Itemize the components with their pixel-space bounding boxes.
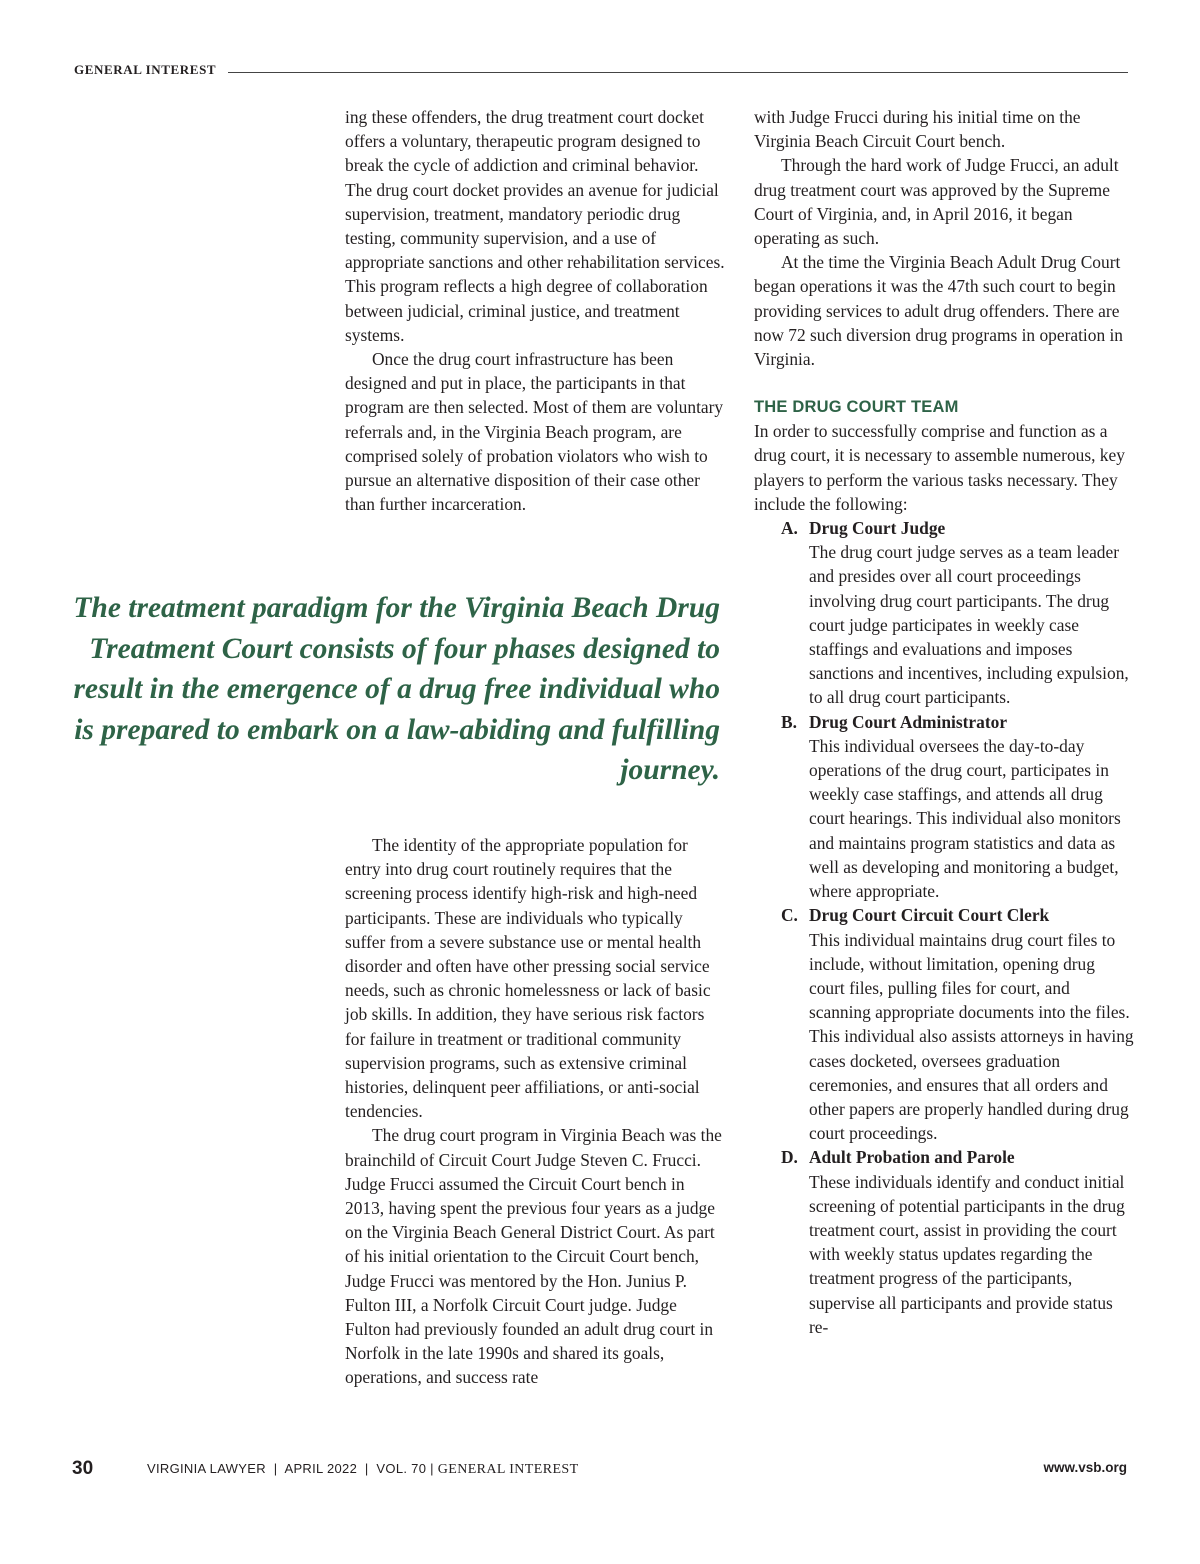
paragraph: with Judge Frucci during his initial time on the Virginia Beach Circuit Court bench. [754, 107, 1081, 152]
section-label: GENERAL INTEREST [74, 62, 217, 77]
left-column-top [345, 105, 725, 516]
list-letter: C. [781, 905, 798, 926]
list-term: Adult Probation and Parole [809, 1147, 1015, 1168]
page-number: 30 [72, 1458, 94, 1479]
publication-name: VIRGINIA LAWYER | APRIL 2022 | VOL. 70 | [147, 1461, 438, 1476]
left-column-bottom [345, 833, 725, 1390]
page-header [74, 61, 1128, 81]
list-letter: A. [781, 518, 798, 539]
list-text: This individual maintains drug court files to include, without limitation, opening drug court files, pulling files for court, and scanning appropriate documents into the files. This individual also assists attorneys in having cases docketed, oversees graduation ceremonies, and ensures that all orders and other papers are properly handled during drug court proceedings. [809, 929, 1134, 1144]
page-footer [0, 1458, 1200, 1488]
website-link[interactable]: www.vsb.org [1043, 1460, 1127, 1475]
right-column [754, 105, 1134, 1339]
list-letter: B. [781, 711, 797, 732]
list-item [754, 903, 1134, 1145]
paragraph: The drug court program in Virginia Beach was the brainchild of Circuit Court Judge Steven C. Frucci. Judge Frucci assumed the Circuit Court bench in 2013, having spent the previous four years as a judge on the Virginia Beach General District Court. As part of his initial orientation to the Circuit Court bench, Judge Frucci was mentored by the Hon. Junius P. Fulton III, a Norfolk Circuit Court judge. Judge Fulton had previously founded an adult drug court in Norfolk in the late 1990s and shared its goals, operations, and success rate [345, 1125, 722, 1388]
list-term: Drug Court Circuit Court Clerk [809, 905, 1050, 926]
list-item [754, 710, 1134, 904]
paragraph: Once the drug court infrastructure has been designed and put in place, the participants in that program are then selected. Most of them are voluntary referrals and, in the Virginia Beach program, are comprised solely of probation violators who wish to pursue an alternative disposition of their case other than further incarceration. [345, 349, 724, 515]
list-text: The drug court judge serves as a team leader and presides over all court proceedings involving drug court participants. The drug court judge participates in weekly case staffings and evaluations and imposes sanctions and incentives, including expulsion, to all drug court participants. [809, 542, 1129, 708]
list-letter: D. [781, 1147, 798, 1168]
section-heading: THE DRUG COURT TEAM [754, 398, 959, 417]
pull-quote: The treatment paradigm for the Virginia Beach Drug Treatment Court consists of four phases designed to result in the emergence of a drug free individual who is prepared to embark on a law-abiding and fulfilling journey. [73, 592, 720, 786]
paragraph: ing these offenders, the drug treatment court docket offers a voluntary, therapeutic program designed to break the cycle of addiction and criminal behavior. The drug court docket provides an avenue for judicial supervision, treatment, mandatory periodic drug testing, community supervision, and a use of appropriate sanctions and other rehabilitation services. This program reflects a high degree of collaboration between judicial, criminal justice, and treatment systems. [345, 107, 725, 345]
list-text: These individuals identify and conduct initial screening of potential participants in the drug treatment court, assist in providing the court with weekly status updates regarding the treatment progress of the participants, supervise all participants and provide status re- [809, 1171, 1125, 1337]
paragraph: The identity of the appropriate population for entry into drug court routinely requires that the screening process identify high-risk and high-need participants. These are individuals who typically suffer from a severe substance use or mental health disorder and often have other pressing social service needs, such as chronic homelessness or lack of basic job skills. In addition, they have serious risk factors for failure in treatment or traditional community supervision programs, such as extensive criminal histories, delinquent peer affiliations, or anti-social tendencies. [345, 835, 711, 1122]
list-item [754, 1145, 1134, 1339]
header-rule [228, 72, 1128, 73]
footer-section: GENERAL INTEREST [437, 1462, 579, 1477]
paragraph: At the time the Virginia Beach Adult Drug Court began operations it was the 47th such court to begin providing services to adult drug offenders. There are now 72 such diversion drug programs in operation in Virginia. [754, 252, 1124, 370]
publication-info [147, 1461, 579, 1478]
team-list [754, 516, 1134, 1339]
list-item [754, 516, 1134, 710]
list-term: Drug Court Judge [809, 518, 946, 539]
list-text: This individual oversees the day-to-day operations of the drug court, participates in weekly case staffings, and attends all drug court hearings. This individual also monitors and maintains program statistics and data as well as developing and monitoring a budget, where appropriate. [809, 735, 1121, 902]
paragraph: In order to successfully comprise and function as a drug court, it is necessary to assemble numerous, key players to perform the various tasks necessary. They include the following: [754, 421, 1125, 514]
list-term: Drug Court Administrator [809, 711, 1008, 732]
paragraph: Through the hard work of Judge Frucci, an adult drug treatment court was approved by the Supreme Court of Virginia, and, in April 2016, it began operating as such. [754, 155, 1119, 249]
